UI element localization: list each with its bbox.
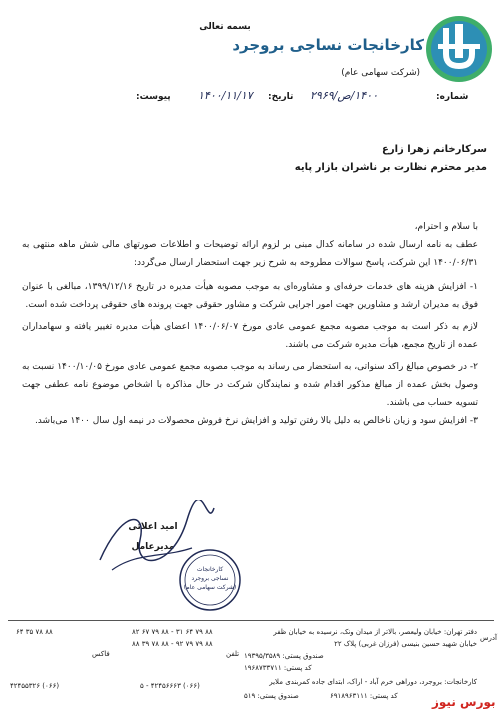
- fax-label: فاکس: [92, 650, 110, 658]
- fax-factory: (۰۶۶) ۴۲۴۵۵۳۲۶: [10, 682, 60, 690]
- phone-tehran-1: ۸۸ ۷۹ ۶۴ ۳۱ - ۸۸ ۷۹ ۶۷ ۸۲: [132, 628, 213, 636]
- signatory-name: امید اعلائی: [128, 522, 178, 532]
- basmala: بسمه تعالی: [199, 22, 251, 32]
- addressee-title: مدیر محترم نظارت بر ناشران بازار پایه: [294, 162, 487, 173]
- attachment-label: پیوست:: [136, 92, 171, 102]
- stamp-line-3: (شرکت سهامی عام): [183, 584, 237, 591]
- address-tehran-2: خیابان شهید حسین بنیسی (فرزان غربی) پلاک ۲۲: [334, 640, 477, 648]
- fax-tehran: ۸۸ ۷۸ ۳۵ ۶۴: [16, 628, 53, 636]
- signatory-title: مدیرعامل: [131, 542, 175, 552]
- letter-body: [22, 218, 478, 430]
- item-3: ۳- افزایش سود و زیان ناخالص به دلیل بالا رفتن تولید و افزایش نرخ فروش محصولات در نیمه اول سال ۱۴۰۰ می‌باشد.: [34, 416, 478, 426]
- item-2: ۲- در خصوص مبالغ راکد سنواتی، به استحضار می رساند به موجب مصوبه مجمع عمومی عادی مورخ ۱۴۰۰/۱۰/۰۵ نسبت به وصول بخش عمده از مبالغ مذکور اقدام شده و نمایندگان شرکت در حال مذاکره با اشخاص موضوع نامه عطفی جهت تسویه حساب می باشند.: [22, 362, 478, 408]
- company-type: (شرکت سهامی عام): [341, 68, 420, 78]
- item-1-note: لازم به ذکر است به موجب مصوبه مجمع عمومی عادی مورخ ۱۴۰۰/۰۶/۰۷ اعضای هیأت مدیره تغییر یافته و سهامداران عمده از تاریخ مجمع، هیأت مدیره شرکت می باشند.: [22, 322, 478, 350]
- address-label: آدرس: [480, 634, 497, 642]
- company-stamp: [178, 548, 242, 612]
- item-1: ۱- افزایش هزینه های خدمات حرفه‌ای و مشاوره‌ای به موجب مصوبه هیأت مدیره در تاریخ ۱۳۹۹/۱۲/۱۶، مبالغی با عنوان فوق به مدیران ارشد و مشاورین جهت امور اجرایی شرکت و مشاور حقوقی جهت پرونده های حقوقی پرداخت شده است.: [22, 282, 478, 310]
- number-label: شماره:: [436, 92, 469, 102]
- addressee-name: سرکارخانم زهرا زارع: [381, 144, 487, 155]
- company-name: کارخانجات نساجی بروجرد: [232, 36, 424, 54]
- logo-icon: [424, 14, 494, 84]
- factory-pobox: صندوق پستی: ۵۱۹: [244, 692, 299, 700]
- footer-divider: [8, 620, 494, 621]
- address-factory: کارخانجات: بروجرد، دوراهی خرم آباد - اراک، ابتدای جاده کمربندی ملایر: [269, 678, 477, 686]
- tehran-pobox: صندوق پستی: ۱۹۳۹۵/۳۵۸۹: [244, 652, 324, 660]
- date-value: ۱۴۰۰/۱۱/۱۷: [198, 89, 253, 102]
- phone-tehran-2: ۸۸ ۷۹ ۷۹ ۹۲ - ۸۸ ۷۸ ۳۹ ۸۸: [132, 640, 213, 648]
- greeting: با سلام و احترام،: [414, 222, 478, 232]
- watermark: بورس نیوز: [432, 695, 496, 709]
- stamp-line-1: کارخانجات: [196, 566, 224, 573]
- tehran-postcode: کد پستی: ۱۹۶۸۷۳۳۷۱۱: [244, 664, 312, 672]
- number-value: ۱۴۰۰/ص/۲۹۶۹: [310, 89, 378, 102]
- company-logo: [424, 14, 494, 84]
- address-tehran: دفتر تهران: خیابان ولیعصر، بالاتر از میدان ونک، نرسیده به خیابان ظفر: [273, 628, 477, 636]
- intro-paragraph: عطف به نامه ارسال شده در سامانه کدال مبنی بر لزوم ارائه توضیحات و اطلاعات صورتهای مالی شش ماهه منتهی به ۱۴۰۰/۰۶/۳۱ این شرکت، پاسخ سوالات مطروحه به شرح زیر جهت استحضار ارسال می‌گردد:: [22, 240, 478, 268]
- stamp-line-2: نساجی بروجرد: [191, 575, 229, 582]
- phone-factory: (۰۶۶) ۴۲۴۵۶۶۶۳ - ۵: [140, 682, 200, 690]
- factory-postcode: کد پستی: ۶۹۱۸۹۶۳۱۱۱: [330, 692, 398, 700]
- phone-label: تلفن: [226, 650, 240, 658]
- date-label: تاریخ:: [268, 92, 294, 102]
